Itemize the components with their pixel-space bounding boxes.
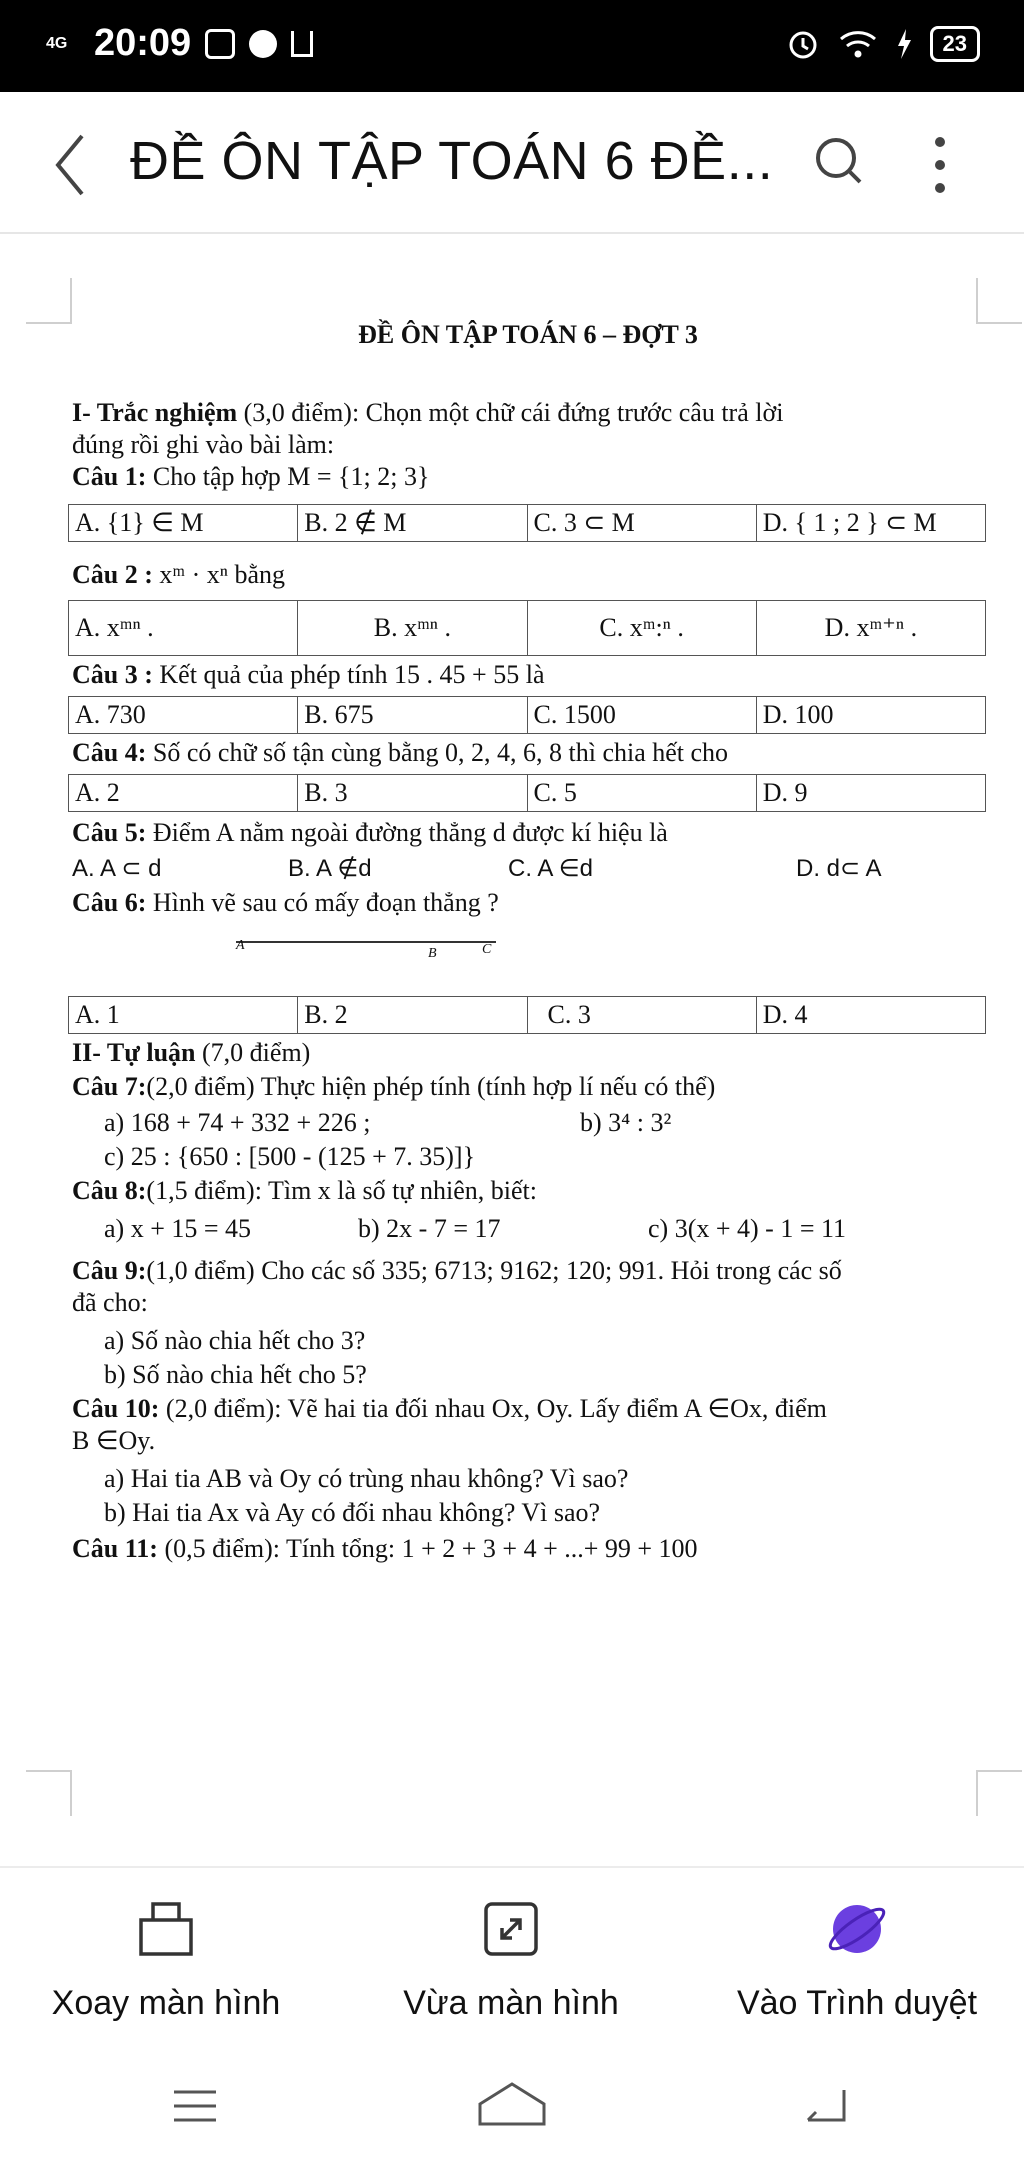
browser-planet-icon bbox=[824, 1898, 890, 1960]
part1-heading-line bbox=[72, 396, 783, 430]
rotate-screen-button[interactable] bbox=[46, 1898, 286, 2023]
back-nav-icon[interactable] bbox=[800, 2082, 850, 2126]
q7-part-b: b) 3⁴ : 3² bbox=[580, 1108, 672, 1137]
document-title: ĐỀ ÔN TẬP TOÁN 6 ĐỀ... bbox=[130, 131, 774, 191]
document-page[interactable] bbox=[0, 234, 1024, 1864]
page-corner-mark bbox=[26, 1770, 72, 1816]
q2-label: Câu 2 : bbox=[72, 560, 153, 589]
question-8 bbox=[72, 1174, 537, 1208]
q8-text: (1,5 điểm): Tìm x là số tự nhiên, biết: bbox=[146, 1176, 537, 1205]
q3-label: Câu 3 : bbox=[72, 660, 153, 689]
q10-label: Câu 10: bbox=[72, 1394, 160, 1423]
q2-option-b: B. xᵐⁿ . bbox=[298, 601, 527, 656]
q2-options-table bbox=[68, 600, 986, 656]
q4-text: Số có chữ số tận cùng bằng 0, 2, 4, 6, 8 thì chia hết cho bbox=[146, 738, 729, 767]
q4-option-c: C. 5 bbox=[527, 775, 756, 812]
q1-options-table bbox=[68, 504, 986, 542]
q1-label: Câu 1: bbox=[72, 462, 147, 491]
rotate-screen-label: Xoay màn hình bbox=[51, 1984, 281, 2022]
question-6 bbox=[72, 886, 499, 920]
facebook-icon bbox=[205, 29, 235, 59]
q9-part-b: b) Số nào chia hết cho 5? bbox=[104, 1360, 367, 1389]
q9-text: (1,0 điểm) Cho các số 335; 6713; 9162; 120; 991. Hỏi trong các số bbox=[146, 1256, 842, 1285]
q6-options-table bbox=[68, 996, 986, 1034]
q5-text: Điểm A nằm ngoài đường thẳng d được kí hiệu là bbox=[146, 818, 668, 847]
question-7 bbox=[72, 1070, 715, 1104]
q1-option-c: C. 3 ⊂ M bbox=[527, 505, 756, 542]
q6-point-a: A bbox=[236, 938, 245, 953]
q3-option-b: B. 675 bbox=[298, 697, 527, 734]
q2-option-c: C. xᵐ:ⁿ . bbox=[527, 601, 756, 656]
q4-label: Câu 4: bbox=[72, 738, 147, 767]
q7-text: (2,0 điểm) Thực hiện phép tính (tính hợp lí nếu có thể) bbox=[146, 1072, 716, 1101]
part2-points: (7,0 điểm) bbox=[195, 1038, 311, 1067]
q1-option-b: B. 2 ∉ M bbox=[298, 505, 527, 542]
q8-part-c: c) 3(x + 4) - 1 = 11 bbox=[648, 1214, 847, 1243]
notification-icon bbox=[291, 31, 313, 57]
q10-part-a: a) Hai tia AB và Oy có trùng nhau không? Vì sao? bbox=[104, 1464, 629, 1493]
search-icon[interactable] bbox=[810, 132, 870, 192]
q5-option-c: C. A ∈d bbox=[508, 855, 593, 882]
part1-heading: I- Trắc nghiệm bbox=[72, 398, 238, 427]
q4-option-b: B. 3 bbox=[298, 775, 527, 812]
q5-option-a: A. A ⊂ d bbox=[72, 855, 162, 882]
fit-screen-label: Vừa màn hình bbox=[403, 1984, 619, 2022]
q10-text: (2,0 điểm): Vẽ hai tia đối nhau Ox, Oy. Lấy điểm A ∈Ox, điểm bbox=[159, 1394, 827, 1423]
q4-options-table bbox=[68, 774, 986, 812]
page-corner-mark bbox=[26, 278, 72, 324]
question-2 bbox=[72, 558, 285, 592]
question-11 bbox=[72, 1532, 698, 1566]
q6-option-b: B. 2 bbox=[298, 997, 527, 1034]
question-4 bbox=[72, 736, 728, 770]
q11-label: Câu 11: bbox=[72, 1534, 158, 1563]
q8-part-b: b) 2x - 7 = 17 bbox=[358, 1214, 501, 1243]
page-corner-mark bbox=[976, 1770, 1022, 1816]
q2-text: xᵐ · xⁿ bằng bbox=[152, 560, 286, 589]
q6-option-d: D. 4 bbox=[756, 997, 985, 1034]
question-3 bbox=[72, 658, 544, 692]
fit-screen-icon bbox=[480, 1898, 542, 1960]
q8-label: Câu 8: bbox=[72, 1176, 147, 1205]
part2-heading-line bbox=[72, 1036, 310, 1070]
question-5 bbox=[72, 816, 668, 850]
part2-heading: II- Tự luận bbox=[72, 1038, 196, 1067]
bottom-action-bar bbox=[0, 1866, 1024, 2052]
alarm-icon bbox=[786, 27, 820, 61]
q11-text: (0,5 điểm): Tính tổng: 1 + 2 + 3 + 4 + ...+ 99 + 100 bbox=[157, 1534, 698, 1563]
q5-option-d: D. d⊂ A bbox=[796, 855, 882, 882]
q6-point-b: B bbox=[428, 946, 437, 961]
q7-part-c: c) 25 : {650 : [500 - (125 + 7. 35)]} bbox=[104, 1142, 476, 1171]
q3-options-table bbox=[68, 696, 986, 734]
q1-option-a: A. {1} ∈ M bbox=[69, 505, 298, 542]
q6-option-c: C. 3 bbox=[527, 997, 756, 1034]
battery-level: 23 bbox=[930, 26, 980, 62]
more-options-icon[interactable] bbox=[930, 130, 950, 200]
menu-icon[interactable] bbox=[170, 2086, 220, 2126]
part1-instructions-2: đúng rồi ghi vào bài làm: bbox=[72, 430, 335, 459]
q3-text: Kết quả của phép tính 15 . 45 + 55 là bbox=[152, 660, 545, 689]
q7-label: Câu 7: bbox=[72, 1072, 147, 1101]
open-browser-label: Vào Trình duyệt bbox=[736, 1984, 978, 2022]
fit-screen-button[interactable] bbox=[396, 1898, 626, 2023]
messenger-icon bbox=[249, 30, 277, 58]
q9-label: Câu 9: bbox=[72, 1256, 147, 1285]
status-bar bbox=[0, 0, 1024, 92]
home-icon[interactable] bbox=[474, 2078, 550, 2130]
q2-option-d: D. xᵐ⁺ⁿ . bbox=[756, 601, 985, 656]
q6-label: Câu 6: bbox=[72, 888, 147, 917]
clock: 20:09 bbox=[94, 22, 192, 64]
q6-point-c: C bbox=[482, 942, 492, 957]
question-1 bbox=[72, 460, 429, 494]
q1-option-d: D. { 1 ; 2 } ⊂ M bbox=[756, 505, 985, 542]
q6-text: Hình vẽ sau có mấy đoạn thẳng ? bbox=[146, 888, 499, 917]
q2-option-a: A. xᵐⁿ . bbox=[69, 601, 298, 656]
q8-part-a: a) x + 15 = 45 bbox=[104, 1214, 252, 1243]
q9-text-line2: đã cho: bbox=[72, 1288, 148, 1317]
q5-label: Câu 5: bbox=[72, 818, 147, 847]
q7-part-a: a) 168 + 74 + 332 + 226 ; bbox=[104, 1108, 371, 1137]
wifi-icon bbox=[838, 28, 878, 60]
q3-option-c: C. 1500 bbox=[527, 697, 756, 734]
open-browser-button[interactable] bbox=[724, 1898, 990, 2023]
q1-text: Cho tập hợp M = {1; 2; 3} bbox=[146, 462, 430, 491]
q4-option-a: A. 2 bbox=[69, 775, 298, 812]
q10-text-line2: B ∈Oy. bbox=[72, 1426, 156, 1455]
q4-option-d: D. 9 bbox=[756, 775, 985, 812]
question-9 bbox=[72, 1254, 842, 1288]
q5-option-b: B. A ∉d bbox=[288, 855, 372, 882]
exam-title: ĐỀ ÔN TẬP TOÁN 6 – ĐỢT 3 bbox=[358, 320, 698, 349]
question-10 bbox=[72, 1392, 827, 1426]
q3-option-d: D. 100 bbox=[756, 697, 985, 734]
charging-icon bbox=[896, 29, 912, 59]
part1-instructions: (3,0 điểm): Chọn một chữ cái đứng trước câu trả lời bbox=[237, 398, 784, 427]
app-bar bbox=[0, 92, 1024, 234]
back-arrow-icon[interactable] bbox=[50, 130, 90, 200]
system-nav-bar bbox=[0, 2050, 1024, 2162]
q9-part-a: a) Số nào chia hết cho 3? bbox=[104, 1326, 366, 1355]
q6-option-a: A. 1 bbox=[69, 997, 298, 1034]
rotate-screen-icon bbox=[135, 1898, 197, 1960]
network-indicator: 4G bbox=[46, 34, 68, 52]
q3-option-a: A. 730 bbox=[69, 697, 298, 734]
q10-part-b: b) Hai tia Ax và Ay có đối nhau không? Vì sao? bbox=[104, 1498, 601, 1527]
